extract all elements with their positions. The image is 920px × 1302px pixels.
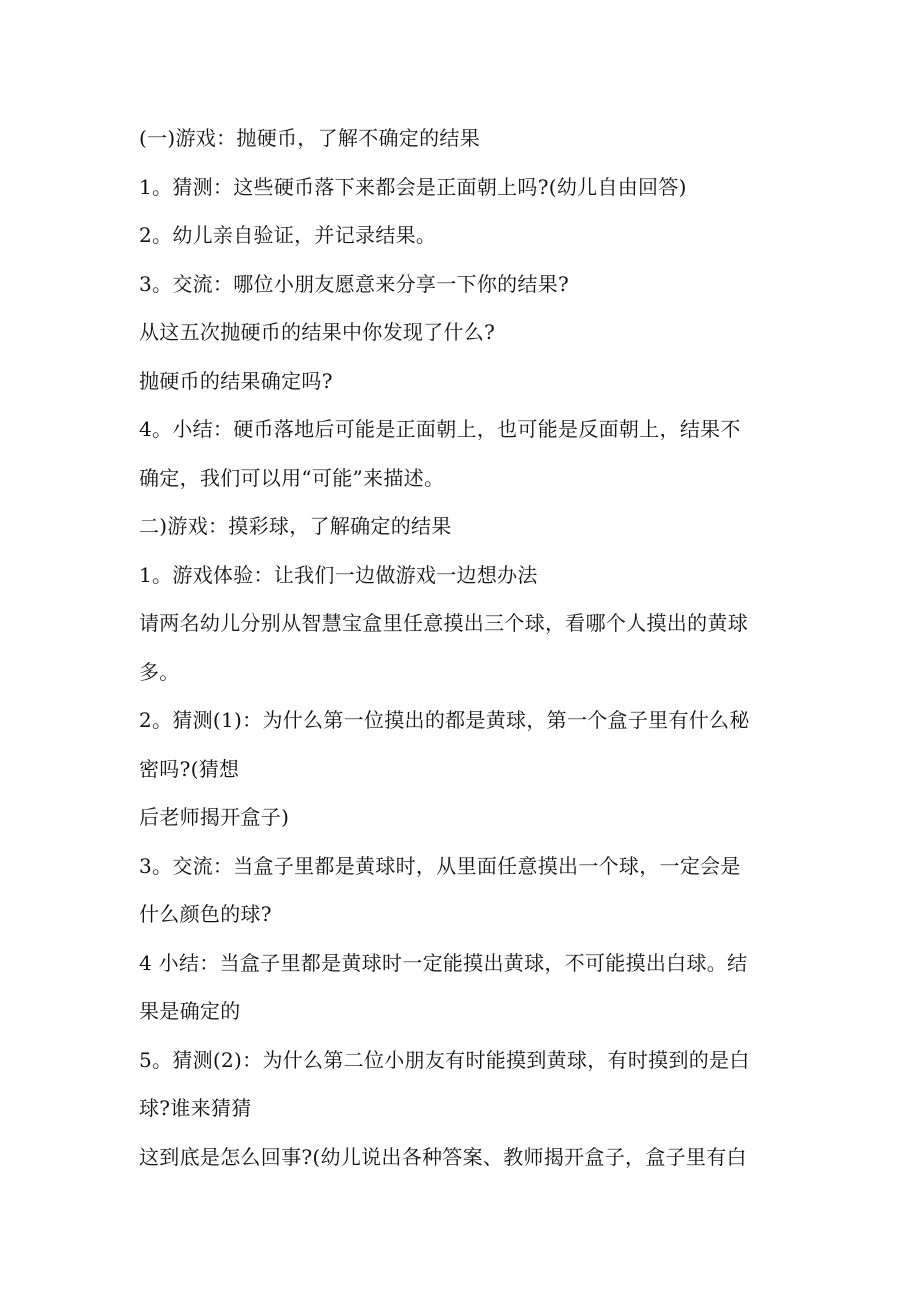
text-line: 密吗?(猜想 bbox=[139, 756, 240, 781]
text-line: (一)游戏：抛硬币，了解不确定的结果 bbox=[139, 126, 481, 150]
text-line: 多。 bbox=[139, 659, 180, 684]
text-line: 什么颜色的球? bbox=[139, 902, 272, 926]
text-line: 1。游戏体验：让我们一边做游戏一边想办法 bbox=[139, 562, 538, 587]
text-line: 2。猜测(1)：为什么第一位摸出的都是黄球，第一个盒子里有什么秘 bbox=[139, 708, 750, 732]
text-line: 1。猜测：这些硬币落下来都会是正面朝上吗?(幼儿自由回答) bbox=[139, 174, 687, 199]
text-line: 从这五次抛硬币的结果中你发现了什么? bbox=[139, 320, 496, 344]
text-line: 这到底是怎么回事?(幼儿说出各种答案、教师揭开盒子，盒子里有白 bbox=[139, 1144, 747, 1169]
text-line: 球?谁来猜猜 bbox=[139, 1096, 252, 1120]
text-line: 请两名幼儿分别从智慧宝盒里任意摸出三个球，看哪个人摸出的黄球 bbox=[139, 611, 748, 635]
text-line: 抛硬币的结果确定吗? bbox=[139, 368, 333, 393]
text-line: 确定，我们可以用“可能”来描述。 bbox=[139, 465, 445, 490]
text-line: 后老师揭开盒子) bbox=[139, 805, 290, 829]
document-body bbox=[139, 114, 789, 1181]
text-line: 果是确定的 bbox=[139, 999, 241, 1023]
text-line: 4 小结：当盒子里都是黄球时一定能摸出黄球，不可能摸出白球。结 bbox=[139, 950, 748, 975]
text-line: 3。交流：哪位小朋友愿意来分享一下你的结果? bbox=[139, 271, 570, 296]
text-line: 3。交流：当盒子里都是黄球时，从里面任意摸出一个球，一定会是 bbox=[139, 853, 741, 878]
text-line: 4。小结：硬币落地后可能是正面朝上，也可能是反面朝上，结果不 bbox=[139, 417, 741, 441]
text-line: 2。幼儿亲自验证，并记录结果。 bbox=[139, 223, 437, 247]
text-line: 二)游戏：摸彩球，了解确定的结果 bbox=[139, 514, 452, 538]
text-line: 5。猜测(2)：为什么第二位小朋友有时能摸到黄球，有时摸到的是白 bbox=[139, 1047, 750, 1072]
